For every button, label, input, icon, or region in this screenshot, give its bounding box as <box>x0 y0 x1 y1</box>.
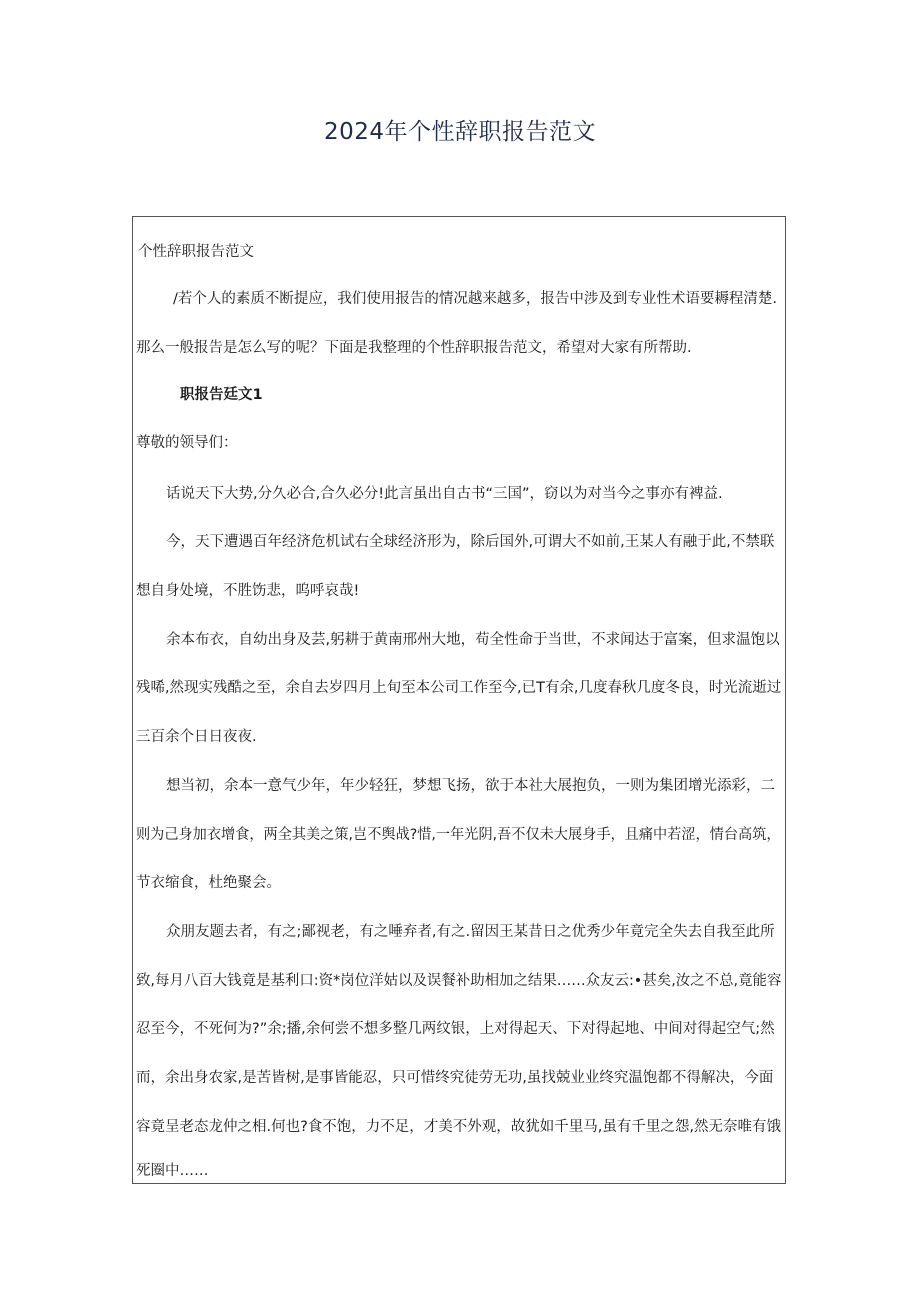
body-paragraph-line: 而，余出身农家,是苦皆树,是事皆能忍，只可惜终究徒劳无功,虽找兢业业终究温饱都不得解决，今面 <box>136 1070 774 1086</box>
content-box <box>132 216 786 1184</box>
salutation: 尊敬的领导们： <box>136 435 238 451</box>
body-paragraph-line: 则为己身加衣增食，两全其美之策,岂不舆战?惜,一年光阴,吾不仅未大展身手，且痛中若涩，情台高筑， <box>136 827 781 843</box>
body-paragraph-line: 节衣缩食，杜绝聚会。 <box>136 875 281 891</box>
body-paragraph-line: 话说天下大势,分久必合,合久必分!此言虽出自古书“三国”，窃以为对当今之事亦有裨益. <box>166 486 723 502</box>
body-paragraph-line: 想自身处境，不胜饬悲，呜呼哀哉! <box>136 583 360 599</box>
body-paragraph-line: 残唏,然现实残酷之至，余自去岁四月上旬至本公司工作至今,已T有余,几度春秋几度冬良，时光流逝过 <box>136 680 782 696</box>
sample-heading: 职报告廷文1 <box>180 387 263 403</box>
body-paragraph-line: 想当初，余本一意气少年，年少轻狂，梦想飞扬，欲于本社大展抱负，一则为集团增光添彩，二 <box>166 778 775 794</box>
body-paragraph-line: 死圈中…… <box>136 1163 209 1179</box>
intro-paragraph-line: 那么一般报告是怎么写的呢？下面是我整理的个性辞职报告范文，希望对大家有所帮助. <box>136 340 692 356</box>
body-paragraph-line: 致,每月八百大钱竟是基利口:资*岗位洋姑以及误餐补助相加之结果……众友云:•甚矣,汝之不总,竟能容 <box>136 973 782 989</box>
body-paragraph-line: 忍至今，不死何为?”余;播,余何尝不想多整几两纹银，上对得起天、下对得起地、中间对得起空气;然 <box>136 1021 775 1037</box>
section-heading: 个性辞职报告范文 <box>138 244 254 260</box>
body-paragraph-line: 余本布衣，自幼出身及芸,躬耕于黄南邢州大地，苟全性命于当世，不求闻达于富案，但求温饱以 <box>166 632 780 648</box>
body-paragraph-line: 众朋友题去者，有之;鄙视老，有之唾弃者,有之.留因王某昔日之优秀少年竟完全失去自我至此所 <box>166 924 775 940</box>
body-paragraph-line: 今，天下遭遇百年经济危机试右全球经济形为，除后国外,可谓大不如前,王某人有融于此,不禁联 <box>166 534 775 550</box>
document-title: 2024年个性辞职报告范文 <box>323 119 597 145</box>
body-paragraph-line: 容竟呈老态龙仲之相.何也?食不饱，力不足，才美不外观，故犹如千里马,虽有千里之怨,然无奈唯有饿 <box>136 1119 782 1135</box>
body-paragraph-line: 三百余个日日夜夜. <box>136 729 257 745</box>
intro-paragraph-line: /若个人的素质不断提应，我们使用报告的情况越来越多，报告中涉及到专业性术语要耨程清楚. <box>173 291 777 307</box>
